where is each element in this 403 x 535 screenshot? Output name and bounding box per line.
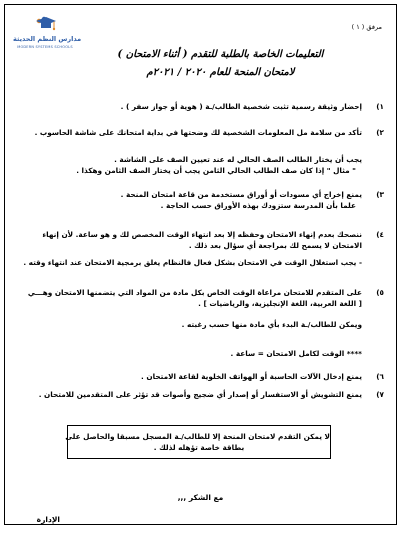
instruction-number: ٤) — [376, 230, 384, 239]
graduation-cap-icon — [35, 15, 57, 35]
instruction-item — [22, 127, 384, 176]
instruction-item — [22, 229, 384, 268]
school-name: مدارس النظم الحديثة — [13, 35, 82, 43]
instruction-text: [ اللغة العربية، اللغة الإنجليزية، والرياضيات ] . — [198, 299, 362, 308]
instruction-text: ننصحك بعدم إنهاء الامتحان وحفظه إلا بعد انتهاء الوقت المخصص لك و هو ساعة. لأن إنهاء — [42, 230, 362, 239]
instruction-number: ٣) — [376, 190, 384, 199]
instruction-item — [22, 389, 384, 400]
school-name-english: MODERN SYSTEMS SCHOOLS — [17, 45, 73, 49]
notice-text: بطاقة خاصة تؤهله لذلك . — [153, 443, 245, 452]
instruction-text: إحضار وثيقة رسمية تثبت شخصية الطالب/ـة ( هوية أو جواز سفر ) . — [120, 102, 362, 111]
instruction-text: يجب أن يختار الطالب الصف الحالي له عند تعيين الصف على الشاشة . — [114, 155, 362, 164]
signature: الإدارة — [36, 515, 60, 524]
instruction-item — [22, 101, 384, 112]
instruction-text: يمنع إدخال الآلات الحاسبة أو الهواتف الخلوية لقاعة الامتحان . — [141, 372, 362, 381]
attachment-number: مرفق ( ١ ) — [351, 23, 382, 31]
instruction-number: ٧) — [376, 390, 384, 399]
instruction-item — [22, 189, 384, 211]
instruction-number: ٥) — [376, 288, 384, 297]
page-subtitle: لامتحان المنحة للعام ٢٠٢٠ / ٢٠٢١م — [146, 67, 295, 78]
instruction-item — [22, 371, 384, 382]
instruction-text: على المتقدم للامتحان مراعاة الوقت الخاص بكل مادة من المواد التي يتضمنها الامتحان وهـــي — [27, 288, 362, 297]
instruction-text: **** الوقت لكامل الامتحان = ساعة . — [230, 349, 362, 358]
notice-text: لا يمكن التقدم لامتحان المنحة إلا للطالب/ـة المسجل مسبقا والحاصل على — [65, 432, 330, 441]
instruction-number: ٦) — [376, 372, 384, 381]
instruction-text: - يجب استغلال الوقت في الامتحان بشكل فعال فالنظام يغلق برمجية الامتحان عند انتهاء وقته . — [23, 258, 362, 267]
closing-text: مع الشكر ,,, — [177, 493, 224, 502]
instruction-text: ويمكن للطالب/ـة البدء بأي مادة منها حسب رغبته . — [181, 320, 362, 329]
instruction-text: تأكد من سلامة مل المعلومات الشخصية لك وضحتها في بداية امتحانك على شاشة الحاسوب . — [34, 128, 362, 137]
instruction-text: الامتحان لا يسمح لك بمراجعة أي سؤال بعد ذلك . — [188, 241, 362, 250]
instruction-number: ٢) — [376, 128, 384, 137]
instruction-text: يمنع إخراج أي مسودات أو أوراق مستخدمة من قاعة امتحان المنحة . — [120, 190, 362, 199]
instruction-number: ١) — [376, 102, 384, 111]
eligibility-notice — [67, 425, 331, 459]
instruction-text: " مثال " إذا كان صف الطالب الحالي الثامن يجب أن يختار الصف الثامن وهكذا . — [76, 166, 356, 175]
instruction-text: يمنع التشويش أو الاستفسار أو إصدار أي ضجيج وأصوات قد تؤثر على المتقدمين للامتحان . — [38, 390, 362, 399]
instruction-text: علما بأن المدرسة ستزودك بهذه الأوراق حسب الحاجة . — [160, 201, 356, 210]
page-title: التعليمات الخاصة بالطلبة للتقدم ( أثناء الامتحان ) — [117, 49, 324, 60]
document-page — [4, 4, 397, 525]
instruction-item — [22, 287, 384, 359]
